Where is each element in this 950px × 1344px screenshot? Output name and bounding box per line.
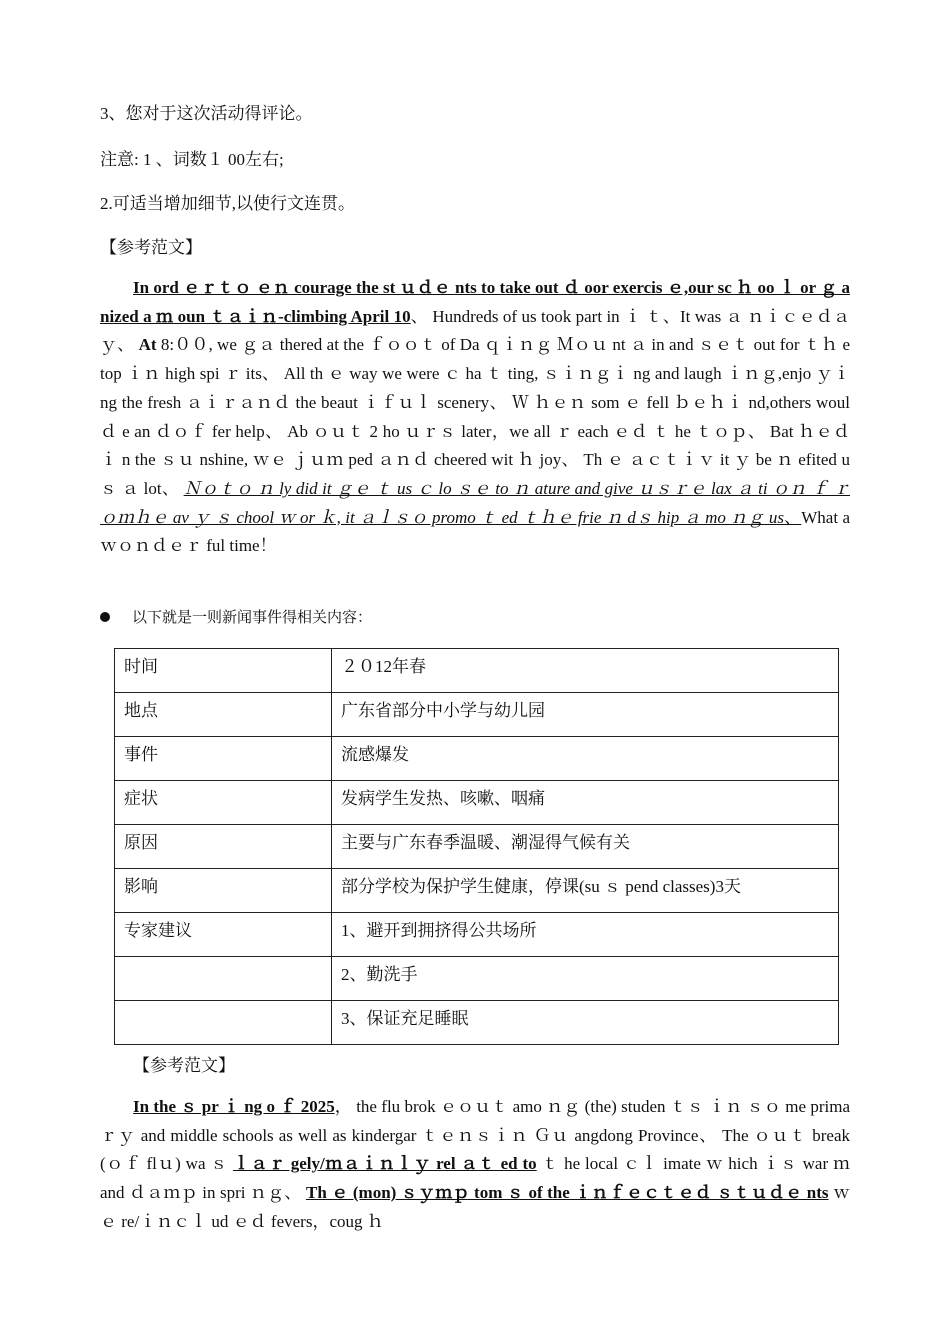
table-row <box>115 957 839 1001</box>
table-row <box>115 781 839 825</box>
table-row <box>115 1001 839 1045</box>
essay-text-segment: ｔ he local ｃｌ imate ｗ hich ｉｓ war ｍ and ｄａｍｐ in spri ｎｇ、 <box>100 1154 850 1203</box>
table-cell-value: 3、保证充足睡眠 <box>332 1001 839 1045</box>
news-intro <box>100 606 372 627</box>
note-details: 2.可适当增加细节,以使行文连贯。 <box>100 194 355 213</box>
essay-text-segment: ｗｅ re/ｉｎｃｌ ud ｅｄ fevers，coug ｈ <box>100 1183 851 1231</box>
table-cell-key <box>115 957 332 1001</box>
table-row <box>115 913 839 957</box>
essay-text-segment: 8:００, we ｇａ thered at the ｆｏｏｔ of Da ｑｉｎｇ Ｍｏｕ nt ａ in and ｓｅｔ out for ｔｈ e top ｉｎ high spi ｒ its、 All th ｅ way we were ｃ ha ｔ ting, ｓｉｎｇｉ ng and laugh ｉｎｇ,enjo ｙｉ ng the fresh ａｉｒａｎｄ the beaut ｉｆｕｌ scenery、 Ｗ ｈｅｎ som ｅ fell ｂｅｈｉ nd,others woul ｄ e an ｄｏｆ fer help、 Ab ｏｕｔ 2 ho ｕｒｓ later，we all ｒ each ｅｄ ｔ he ｔｏｐ、 Bat ｈｅｄ ｉ n the ｓｕ nshine, ｗｅ ｊｕｍ ped ａｎｄ cheered wit ｈ joy、 Th ｅ ａｃｔｉｖ it ｙ be ｎ efited u ｓ ａ lot、 <box>100 335 850 498</box>
table-row <box>115 825 839 869</box>
table-cell-value: 流感爆发 <box>332 737 839 781</box>
instruction-item-3: 3、您对于这次活动得评论。 <box>100 104 313 123</box>
table-cell-key: 专家建议 <box>115 913 332 957</box>
table-cell-value: 1、避开到拥挤得公共场所 <box>332 913 839 957</box>
table-cell-value: 主要与广东春季温暖、潮湿得气候有关 <box>332 825 839 869</box>
news-info-table <box>114 648 839 1045</box>
table-cell-value: 广东省部分中小学与幼儿园 <box>332 693 839 737</box>
table-cell-key: 症状 <box>115 781 332 825</box>
essay-text-segment: At <box>138 335 157 355</box>
table-row <box>115 693 839 737</box>
table-cell-key: 时间 <box>115 649 332 693</box>
sample-essay-2 <box>100 1093 850 1237</box>
table-cell-key <box>115 1001 332 1045</box>
sample-essay-1 <box>100 274 850 561</box>
sample-essay-heading-1: 【参考范文】 <box>100 238 202 257</box>
sample-essay-heading-2: 【参考范文】 <box>133 1056 235 1075</box>
table-cell-value: 2、勤洗手 <box>332 957 839 1001</box>
table-cell-key: 影响 <box>115 869 332 913</box>
essay-text-segment: 、 Hundreds of us took part in ｉ ｔ、It was ａ ｎｉｃｅｄａｙ、 <box>100 306 850 355</box>
table-cell-value: 部分学校为保护学生健康，停课(su ｓ pend classes)3天 <box>332 869 839 913</box>
table-cell-value: ２０12年春 <box>332 649 839 693</box>
table-row <box>115 649 839 693</box>
essay-text-segment: Ｎｏｔｏ ｎ ly did it ｇｅ ｔ us ｃ lo ｓｅ to ｎ ature and give ｕｓｒｅ lax ａ ti ｏｎ ｆ ｒｏｍｈｅ av ｙ ｓ chool ｗ or ｋ, it ａｌｓｏ promo ｔ ed ｔｈｅ frie ｎ dｓ hip ａ mo ｎｇ us <box>100 478 851 527</box>
essay-text-segment: In the ｓ pr ｉ ng o ｆ 2025 <box>133 1097 335 1116</box>
table-cell-key: 地点 <box>115 693 332 737</box>
essay-text-segment: Th ｅ (mon) ｓｙｍｐ tom ｓ of the ｉｎｆｅｃｔｅｄ ｓｔｕｄｅ nts <box>305 1183 829 1203</box>
table-row <box>115 869 839 913</box>
essay-text-segment: ， the flu brok ｅｏｕｔ amo ｎｇ (the) studen ｔｓ ｉｎ ｓｏ me prima ｒｙ and middle schools as well as kindergar ｔｅｎｓｉｎ Ｇｕ angdong Province、 The ｏｕｔ break (ｏｆ flｕ) wa ｓ <box>100 1097 850 1174</box>
table-row <box>115 737 839 781</box>
news-intro-text: 以下就是一则新闻事件得相关内容： <box>132 610 373 626</box>
note-word-count: 注意: 1 、词数１ 00左右; <box>100 150 284 169</box>
table-cell-key: 原因 <box>115 825 332 869</box>
essay-text-segment: In ord ｅｒｔｏ ｅｎ courage the st ｕｄｅ nts to take out ｄ oor exercis ｅ,our sc ｈ oo ｌ or ｇ a nized a ｍ oun ｔａｉｎ-climbing April 10 <box>100 278 850 326</box>
table-cell-value: 发病学生发热、咳嗽、咽痛 <box>332 781 839 825</box>
essay-text-segment: What a ｗｏｎｄｅｒ ful time！ <box>100 507 851 556</box>
table-cell-key: 事件 <box>115 737 332 781</box>
essay-text-segment: ｌａｒ gely/ｍａｉｎｌｙ rel ａｔ ed to <box>232 1154 537 1174</box>
essay-text-segment: 、 <box>784 507 802 527</box>
bullet-icon <box>100 612 110 622</box>
